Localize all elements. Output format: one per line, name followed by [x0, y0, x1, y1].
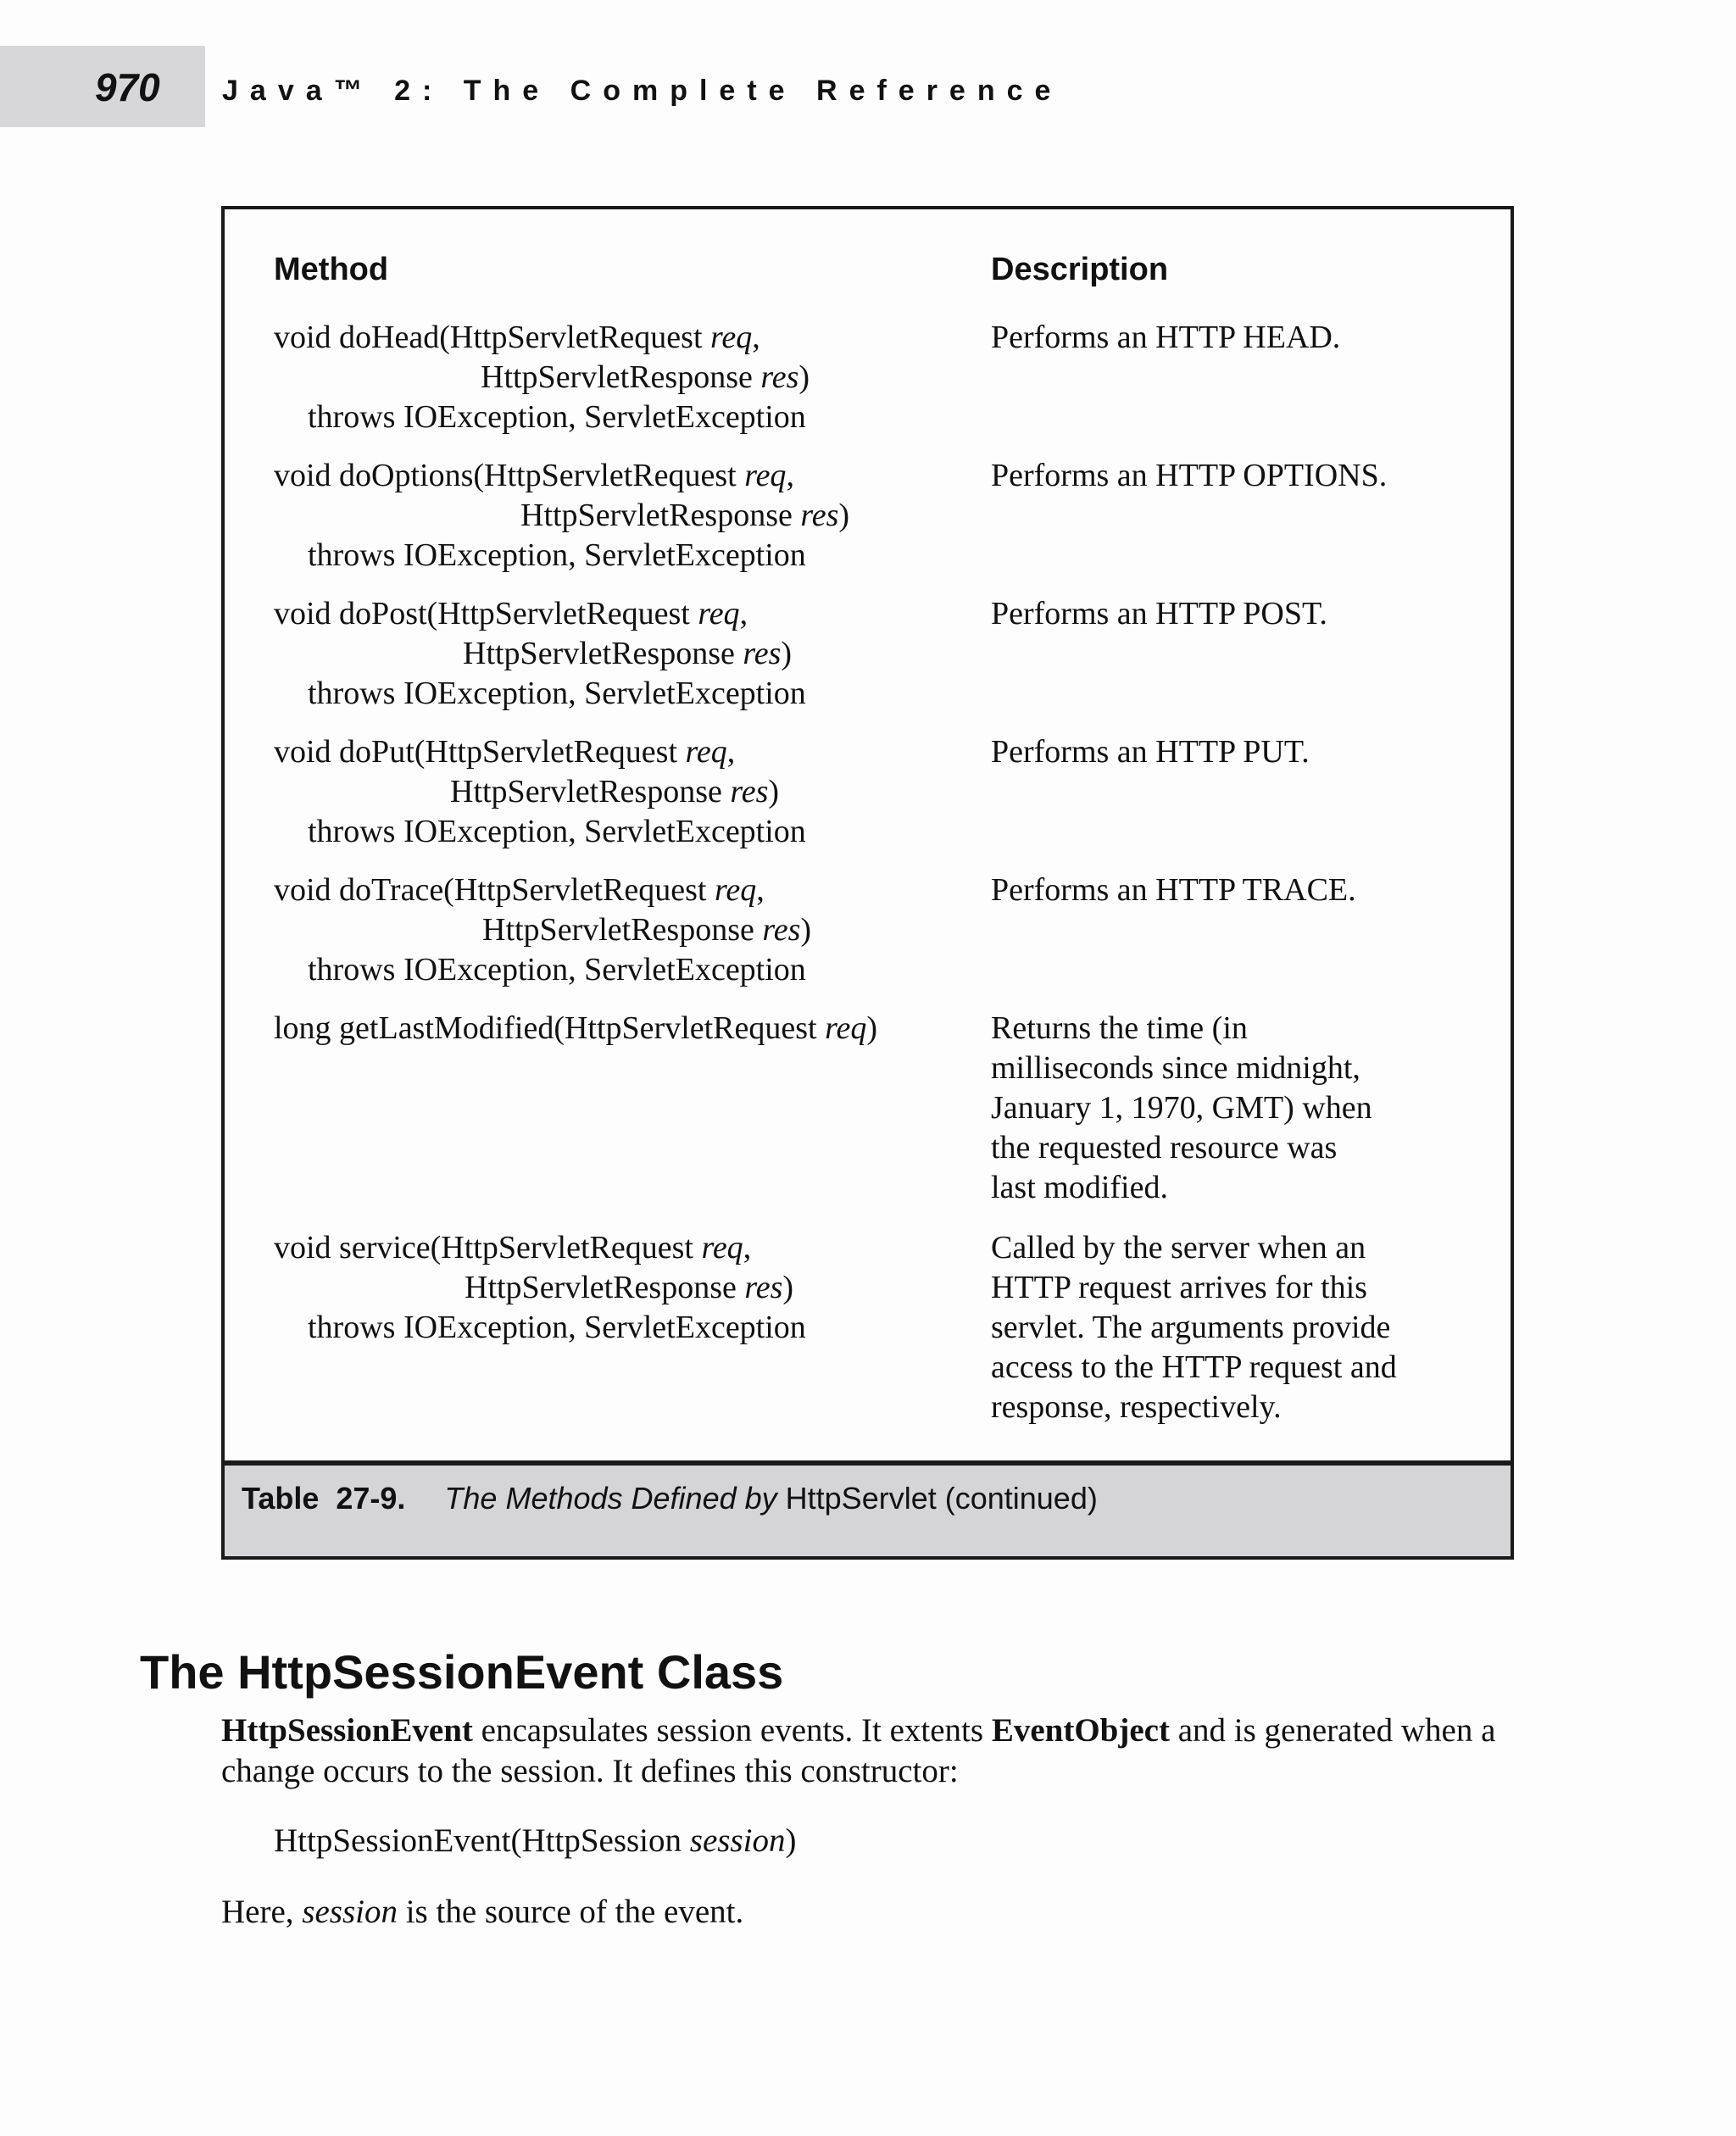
caption-label: Table 27-9.: [242, 1481, 406, 1516]
table-caption-bar: [225, 1460, 1511, 1556]
signature-punct: ,: [756, 872, 765, 908]
code-punct: ): [785, 1822, 797, 1859]
method-description: Performs an HTTP HEAD.: [991, 320, 1341, 355]
throws-clause: throws IOException, ServletException: [308, 952, 806, 987]
param-name: res: [744, 1270, 783, 1305]
signature-line: void doPost(HttpServletRequest: [274, 596, 698, 631]
method-description: Performs an HTTP TRACE.: [991, 872, 1356, 908]
signature-line: [274, 772, 806, 812]
param-name: req: [685, 734, 727, 770]
param-name: session: [302, 1894, 398, 1930]
running-title: Java™ 2: The Complete Reference: [222, 75, 1063, 107]
signature-punct: ): [866, 1010, 878, 1046]
param-name: res: [762, 912, 801, 948]
signature-punct: ,: [739, 596, 748, 631]
method-description: Performs an HTTP OPTIONS.: [991, 458, 1388, 493]
body-paragraph: [221, 1892, 743, 1933]
throws-clause: throws IOException, ServletException: [308, 399, 806, 435]
signature-text: HttpServletResponse: [450, 774, 731, 809]
paragraph-text: and is generated when a change occurs to the session. It defines this constructor:: [221, 1712, 1496, 1789]
method-description: Performs an HTTP POST.: [991, 596, 1327, 631]
signature-text: HttpServletResponse: [482, 912, 763, 948]
signature-punct: ): [800, 912, 812, 948]
param-name: res: [730, 774, 769, 809]
method-description: Called by the server when an HTTP request arrives for this servlet. The arguments provide access to the HTTP request and response, respectively.: [991, 1230, 1397, 1425]
signature-line: [274, 910, 811, 950]
signature-line: long getLastModified(HttpServletRequest: [274, 1010, 826, 1046]
signature-line: void doPut(HttpServletRequest: [274, 734, 686, 770]
throws-clause: throws IOException, ServletException: [308, 814, 806, 849]
column-header-method: Method: [274, 252, 389, 287]
caption-rest: HttpServlet (continued): [776, 1481, 1098, 1516]
paragraph-text: is the source of the event.: [397, 1894, 744, 1930]
throws-clause: throws IOException, ServletException: [308, 1310, 806, 1345]
throws-clause: throws IOException, ServletException: [308, 676, 806, 711]
param-name: req: [698, 596, 740, 631]
paragraph-text: Here,: [221, 1894, 303, 1930]
class-name: EventObject: [991, 1712, 1170, 1749]
column-header-description: Description: [991, 252, 1169, 287]
signature-punct: ): [781, 636, 793, 671]
param-name: req: [714, 872, 757, 908]
method-description: Performs an HTTP PUT.: [991, 734, 1310, 770]
methods-table: [221, 206, 1514, 1560]
signature-punct: ,: [786, 458, 794, 493]
signature-text: HttpServletResponse: [520, 498, 801, 533]
section-heading: The HttpSessionEvent Class: [140, 1645, 784, 1699]
method-signature: [274, 1009, 877, 1049]
signature-text: HttpServletResponse: [463, 636, 743, 671]
signature-punct: ,: [726, 734, 736, 770]
signature-line: void doOptions(HttpServletRequest: [274, 458, 745, 493]
signature-punct: ): [768, 774, 780, 809]
signature-line: void doTrace(HttpServletRequest: [274, 872, 715, 908]
param-name: res: [800, 498, 839, 533]
paragraph-text: encapsulates session events. It extents: [472, 1712, 992, 1749]
param-name: req: [744, 458, 787, 493]
signature-punct: ): [782, 1270, 794, 1305]
caption-italic: The Methods Defined by: [444, 1481, 777, 1516]
table-caption: [242, 1481, 1098, 1516]
signature-text: HttpServletResponse: [481, 359, 761, 395]
page-number: 970: [95, 65, 160, 109]
signature-line: [274, 358, 810, 398]
body-paragraph: [221, 1710, 1518, 1792]
signature-line: [274, 634, 806, 674]
signature-punct: ): [838, 498, 850, 533]
signature-text: HttpServletResponse: [465, 1270, 745, 1305]
param-name: res: [760, 359, 799, 395]
class-name: HttpSessionEvent: [221, 1712, 473, 1749]
method-signature: [274, 732, 806, 852]
method-description: Returns the time (in milliseconds since midnight, January 1, 1970, GMT) when the requested resource was last modified.: [991, 1010, 1372, 1205]
param-name: req: [710, 320, 753, 355]
code-text: HttpSessionEvent(HttpSession: [274, 1822, 690, 1859]
method-signature: [274, 318, 810, 437]
param-name: session: [689, 1822, 786, 1859]
constructor-signature: [274, 1821, 796, 1861]
method-signature: [274, 456, 849, 576]
param-name: res: [743, 636, 782, 671]
throws-clause: throws IOException, ServletException: [308, 537, 806, 573]
method-signature: [274, 871, 811, 990]
signature-line: void service(HttpServletRequest: [274, 1230, 702, 1265]
signature-line: [274, 496, 849, 536]
method-signature: [274, 594, 806, 714]
signature-line: [274, 1268, 806, 1308]
signature-punct: ): [798, 359, 810, 395]
signature-punct: ,: [752, 320, 760, 355]
signature-line: void doHead(HttpServletRequest: [274, 320, 711, 355]
signature-punct: ,: [743, 1230, 752, 1265]
param-name: req: [825, 1010, 867, 1046]
param-name: req: [701, 1230, 743, 1265]
method-signature: [274, 1228, 806, 1348]
